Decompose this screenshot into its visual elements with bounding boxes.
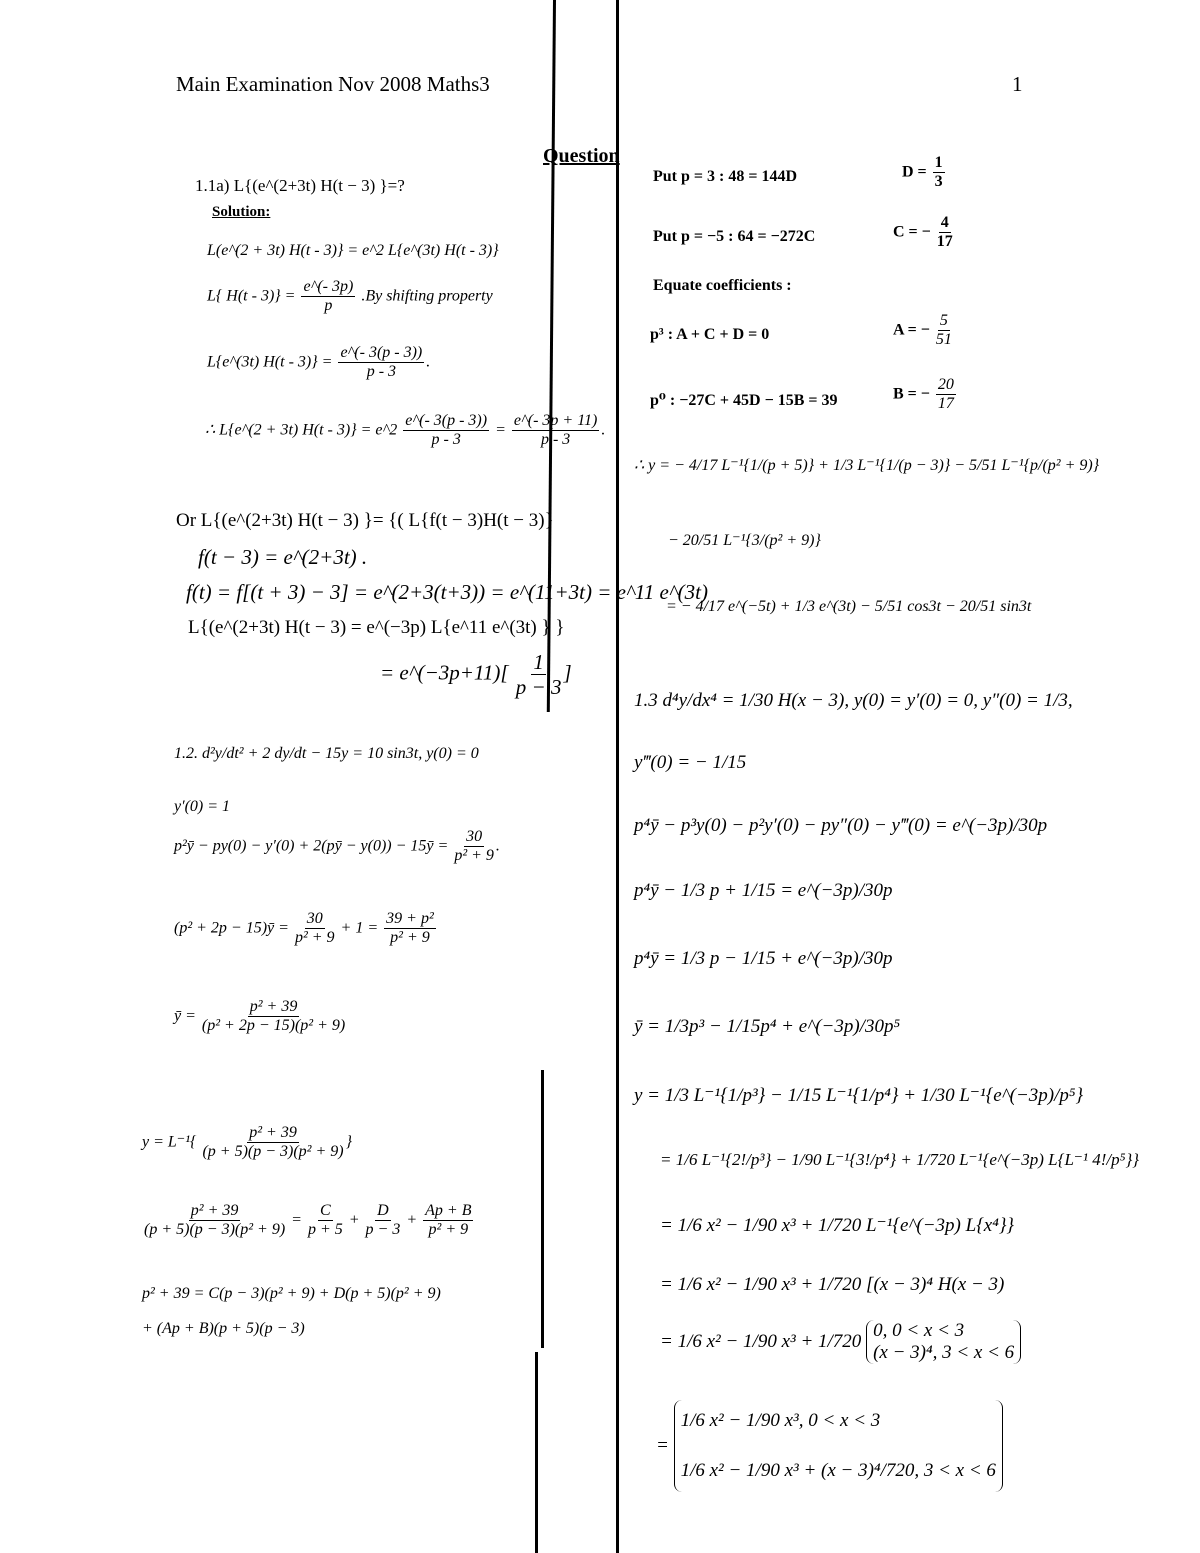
partial-line2-frac-lhs: $\frac{\text{p² + 39}}{\text{(p + 5)(p − 3)(p² + 9)}}$ [144, 1202, 286, 1239]
q1-1a-or-line: Or L{(e^(2+3t) H(t − 3) }= {( L{f(t − 3)H(t − 3)} [176, 510, 554, 531]
a-value-lhs: A = − [893, 321, 930, 339]
q1-2-equation: 1.2. d²y/dt² + 2 dy/dt − 15y = 10 sin3t, y(0) = 0 [174, 745, 479, 762]
partial-line2-frac-c: $\frac{C}{p + 5}$ [307, 1202, 343, 1239]
c-value-frac: $\frac{4}{17}$ [936, 214, 953, 251]
q1-2-step2-lhs: (p² + 2p − 15)ȳ = [174, 919, 289, 937]
q1-1a-f3: L{(e^(2+3t) H(t − 3) = e^(−3p) L{e^11 e^(3t) } } [188, 617, 565, 638]
q1-3-step10-eq: = [656, 1435, 669, 1456]
q1-2-step1-lhs: p²ȳ − py(0) − y′(0) + 2(pȳ − y(0)) − 15ȳ = [174, 837, 449, 855]
q1-1a-line1: L(e^(2 + 3t) H(t - 3)} = e^2 L{e^(3t) H(t - 3)} [207, 242, 499, 259]
page-number: 1 [1012, 72, 1023, 96]
partial-line2-frac-ab: $\frac{Ap + B}{\text{p² + 9}}$ [425, 1202, 472, 1239]
q1-1a-f4: = e^(−3p+11)[ $\frac{1}{p - 3}$ ] [380, 650, 572, 700]
q1-3-step4: ȳ = 1/3p³ − 1/15p⁴ + e^(−3p)/30p⁵ [634, 1016, 901, 1037]
solution-label: Solution: [212, 204, 271, 220]
q1-1a-line3: L{e^(3t) H(t - 3)} = $\frac{e\^{}(- 3(p - 3))}{p - 3}$ . [207, 344, 431, 381]
q1-1a-line3-frac: $\frac{e\^{}(- 3(p - 3))}{p - 3}$ [340, 344, 423, 381]
center-line-right [616, 0, 619, 1553]
partial-line1-frac: $\frac{\text{p² + 39}}{\text{(p + 5)(p − 3)(p² + 9)}}$ [202, 1124, 344, 1161]
q1-1a-f2: f(t) = f[(t + 3) − 3] = e^(2+3(t+3)) = e^(11+3t) = e^11 e^(3t) [186, 580, 708, 604]
q1-3-step2: p⁴ȳ − 1/3 p + 1/15 = e^(−3p)/30p [634, 880, 893, 901]
q1-2-step3-lhs: ȳ = [174, 1007, 196, 1025]
y-solution: = − 4/17 e^(−5t) + 1/3 e^(3t) − 5/51 cos3t − 20/51 sin3t [666, 598, 1032, 615]
q1-2-step2-mid: + 1 = [340, 919, 379, 937]
q1-3-step9-lhs: = 1/6 x² − 1/90 x³ + 1/720 [660, 1331, 862, 1352]
put-p3: Put p = 3 : 48 = 144D [653, 168, 798, 185]
q1-3-step10-cases-inner [681, 1400, 1003, 1492]
handwritten-line-bottom [535, 1352, 538, 1553]
y-inverse-line1: ∴ y = − 4/17 L⁻¹{1/(p + 5)} + 1/3 L⁻¹{1/(p − 3)} − 5/51 L⁻¹{p/(p² + 9)} [634, 457, 1100, 474]
q1-2-step1-frac: $\frac{30}{\text{p² + 9}}$ [454, 828, 494, 865]
q1-2-step2 [174, 910, 438, 948]
page-title: Main Examination Nov 2008 Maths3 [176, 72, 490, 96]
q1-1a-line4-lhs: ∴ L{e^(2 + 3t) H(t - 3)} = e^2 [205, 421, 398, 439]
partial-line4: + (Ap + B)(p + 5)(p − 3) [142, 1320, 305, 1337]
case-2: (x − 3)⁴, 3 < x < 6 [873, 1342, 1015, 1363]
q1-1a-line2-note: .By shifting property [361, 287, 493, 305]
q1-3-step9-cases-inner [873, 1320, 1021, 1364]
q1-1a-f4-frac: $\frac{1}{p - 3}$ [515, 650, 562, 700]
q1-3-step6: = 1/6 L⁻¹{2!/p³} − 1/90 L⁻¹{3!/p⁴} + 1/720 L⁻¹{e^(−3p) L{L⁻¹ 4!/p⁵}} [660, 1150, 1140, 1169]
c-value-lhs: C = − [893, 223, 931, 241]
b-value-frac: $\frac{20}{17}$ [937, 376, 954, 413]
handwritten-line-mid [541, 1070, 544, 1348]
section-heading: Question [543, 145, 620, 167]
put-p-minus5: Put p = −5 : 64 = −272C [653, 228, 816, 245]
q1-1a-f4-lhs: = e^(−3p+11)[ [380, 660, 509, 685]
q1-3-equation: 1.3 d⁴y/dx⁴ = 1/30 H(x − 3), y(0) = y′(0) = 0, y″(0) = 1/3, [634, 690, 1073, 711]
q1-1a-line4-frac1: $\frac{e\^{}(- 3(p - 3))}{p - 3}$ [405, 412, 488, 449]
q1-3-step1: p⁴ȳ − p³y(0) − p²y′(0) − py″(0) − y‴(0) = e^(−3p)/30p [634, 815, 1048, 836]
q1-1a-line3-lhs: L{e^(3t) H(t - 3)} = [207, 353, 333, 371]
q1-3-step8: = 1/6 x² − 1/90 x³ + 1/720 [(x − 3)⁴ H(x − 3) [660, 1274, 1005, 1295]
final-case-1: 1/6 x² − 1/90 x³, 0 < x < 3 [680, 1410, 881, 1431]
partial-line1-lhs: y = L⁻¹{ [142, 1133, 197, 1151]
q1-1a-line2 [207, 278, 493, 316]
a-value-frac: $\frac{5}{51}$ [935, 312, 952, 349]
q1-2-step3 [174, 998, 347, 1036]
q1-2-step1: p²ȳ − py(0) − y′(0) + 2(pȳ − y(0)) − 15ȳ = $\frac{30}{\text{p² + 9}}$ . [174, 828, 500, 865]
q1-2-step2-frac1: $\frac{30}{\text{p² + 9}}$ [294, 910, 335, 947]
q1-1a-label: 1.1a) L{(e^(2+3t) H(t − 3) }=? [195, 176, 405, 195]
q1-3-step9 [660, 1320, 1021, 1364]
q1-3-step9-cases [866, 1320, 1021, 1364]
partial-line3: p² + 39 = C(p − 3)(p² + 9) + D(p + 5)(p² + 9) [142, 1285, 441, 1302]
q1-2-step3-frac: $\frac{\text{p² + 39}}{\text{(p² + 2p − 15)(p² + 9)}}$ [201, 998, 346, 1035]
q1-3-step10-cases [674, 1400, 1003, 1492]
q1-3-step7: = 1/6 x² − 1/90 x³ + 1/720 L⁻¹{e^(−3p) L{x⁴}} [660, 1215, 1015, 1236]
d-value-frac: $\frac{1}{3}$ [934, 154, 943, 191]
q1-1a-line4: ∴ L{e^(2 + 3t) H(t - 3)} = e^2 $\frac{e\^{}(- 3(p - 3))}{p - 3}$ = $\frac{e\^{}(- 3p + 11)}{p - 3}$ . [205, 412, 606, 449]
d-value-lhs: D = [902, 163, 927, 181]
b-value [893, 376, 958, 414]
q1-2-initial: y′(0) = 1 [174, 798, 231, 815]
q1-1a-line2-frac: $\frac{e\^{}(- 3p)}{p}$ [303, 278, 354, 315]
q1-3-step3: p⁴ȳ = 1/3 p − 1/15 + e^(−3p)/30p [634, 948, 893, 969]
equate-coefficients: Equate coefficients : [653, 277, 792, 294]
partial-line2: $\frac{\text{p² + 39}}{\text{(p + 5)(p − 3)(p² + 9)}}$ = $\frac{C}{p + 5}$ + $\frac{D}{p - 3}$ + $\frac{Ap + B}{\text{p² + 9}}$ [144, 1202, 472, 1239]
p3-coeff: p³ : A + C + D = 0 [650, 326, 770, 343]
q1-3-initial: y‴(0) = − 1/15 [634, 752, 747, 773]
b-value-lhs: B = − [893, 385, 930, 403]
q1-3-step10 [656, 1400, 1003, 1492]
q1-1a-f1: f(t − 3) = e^(2+3t) . [198, 545, 368, 569]
q1-1a-line2-lhs: L{ H(t - 3)} = [207, 287, 296, 305]
handwritten-line-top [547, 0, 556, 712]
q1-2-step2-frac2: $\frac{\text{39 + p²}}{\text{p² + 9}}$ [386, 910, 434, 947]
c-value [893, 214, 955, 252]
q1-1a-line4-frac2: $\frac{e\^{}(- 3p + 11)}{p - 3}$ [513, 412, 598, 449]
d-value [902, 154, 947, 192]
a-value [893, 312, 954, 350]
final-case-2: 1/6 x² − 1/90 x³ + (x − 3)⁴/720, 3 < x < 6 [680, 1460, 996, 1481]
q1-3-step5: y = 1/3 L⁻¹{1/p³} − 1/15 L⁻¹{1/p⁴} + 1/30 L⁻¹{e^(−3p)/p⁵} [634, 1085, 1084, 1106]
partial-line1: y = L⁻¹{ $\frac{\text{p² + 39}}{\text{(p + 5)(p − 3)(p² + 9)}}$ } [142, 1124, 352, 1161]
case-1: 0, 0 < x < 3 [873, 1320, 965, 1341]
y-inverse-line2: − 20/51 L⁻¹{3/(p² + 9)} [668, 532, 821, 549]
p0-coeff: p⁰ : −27C + 45D − 15B = 39 [650, 392, 838, 409]
partial-line2-frac-d: $\frac{D}{p - 3}$ [365, 1202, 401, 1239]
